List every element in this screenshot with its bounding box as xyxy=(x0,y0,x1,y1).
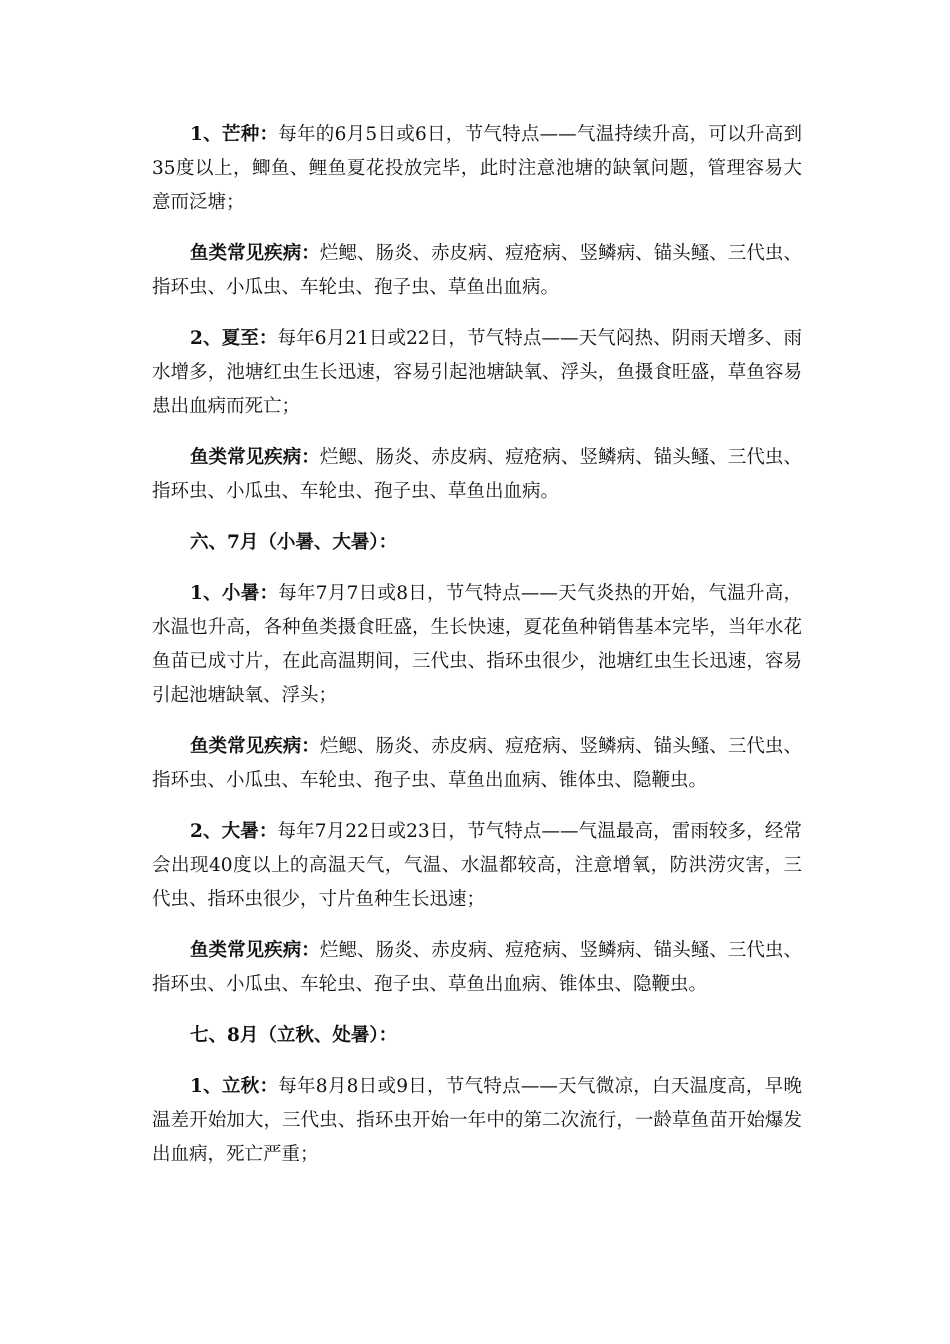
paragraph-xiazhi xyxy=(152,322,802,424)
paragraph-lead: 1、芒种： xyxy=(190,124,279,145)
paragraph-text: 烂鳃、肠炎、赤皮病、痘疮病、竖鳞病、锚头鳋、三代虫、指环虫、小瓜虫、车轮虫、孢子虫、草鱼出血病。 xyxy=(152,447,802,502)
paragraph-liqiu xyxy=(152,1070,802,1172)
paragraph-lead: 鱼类常见疾病： xyxy=(190,940,320,961)
section-heading-august: 七、8月（立秋、处暑）： xyxy=(190,1025,398,1046)
document-body xyxy=(152,118,802,1189)
paragraph-lead: 2、夏至： xyxy=(190,328,278,349)
paragraph-text: 烂鳃、肠炎、赤皮病、痘疮病、竖鳞病、锚头鳋、三代虫、指环虫、小瓜虫、车轮虫、孢子虫、草鱼出血病、锥体虫、隐鞭虫。 xyxy=(152,940,802,995)
paragraph-text: 每年的6月5日或6日，节气特点——气温持续升高，可以升高到35度以上，鲫鱼、鲤鱼夏花投放完毕，此时注意池塘的缺氧问题，管理容易大意而泛塘； xyxy=(152,124,802,213)
paragraph-text: 烂鳃、肠炎、赤皮病、痘疮病、竖鳞病、锚头鳋、三代虫、指环虫、小瓜虫、车轮虫、孢子虫、草鱼出血病。 xyxy=(152,243,802,298)
paragraph-text: 每年7月22日或23日，节气特点——气温最高，雷雨较多，经常会出现40度以上的高温天气，气温、水温都较高，注意增氧，防洪涝灾害，三代虫、指环虫很少，寸片鱼种生长迅速； xyxy=(152,821,802,910)
paragraph-diseases xyxy=(152,237,802,305)
paragraph-lead: 鱼类常见疾病： xyxy=(190,243,320,264)
paragraph-text: 烂鳃、肠炎、赤皮病、痘疮病、竖鳞病、锚头鳋、三代虫、指环虫、小瓜虫、车轮虫、孢子虫、草鱼出血病、锥体虫、隐鞭虫。 xyxy=(152,736,802,791)
paragraph-lead: 1、立秋： xyxy=(190,1076,279,1097)
paragraph-mangzhong xyxy=(152,118,802,220)
paragraph-text: 每年6月21日或22日，节气特点——天气闷热、阴雨天增多、雨水增多，池塘红虫生长迅速，容易引起池塘缺氧、浮头，鱼摄食旺盛，草鱼容易患出血病而死亡； xyxy=(152,328,802,417)
paragraph-lead: 鱼类常见疾病： xyxy=(190,736,320,757)
paragraph-lead: 1、小暑： xyxy=(190,583,279,604)
paragraph-lead: 2、大暑： xyxy=(190,821,278,842)
paragraph-text: 每年7月7日或8日，节气特点——天气炎热的开始，气温升高，水温也升高，各种鱼类摄食旺盛，生长快速，夏花鱼种销售基本完毕，当年水花鱼苗已成寸片，在此高温期间，三代虫、指环虫很少，池塘红虫生长迅速，容易引起池塘缺氧、浮头； xyxy=(152,583,802,706)
paragraph-diseases xyxy=(152,730,802,798)
paragraph-diseases xyxy=(152,441,802,509)
paragraph-diseases xyxy=(152,934,802,1002)
paragraph-dashu xyxy=(152,815,802,917)
paragraph-lead: 鱼类常见疾病： xyxy=(190,447,320,468)
paragraph-text: 每年8月8日或9日，节气特点——天气微凉，白天温度高，早晚温差开始加大，三代虫、指环虫开始一年中的第二次流行，一龄草鱼苗开始爆发出血病，死亡严重； xyxy=(152,1076,802,1165)
paragraph-xiaoshu xyxy=(152,577,802,713)
section-heading-july: 六、7月（小暑、大暑）： xyxy=(190,532,398,553)
